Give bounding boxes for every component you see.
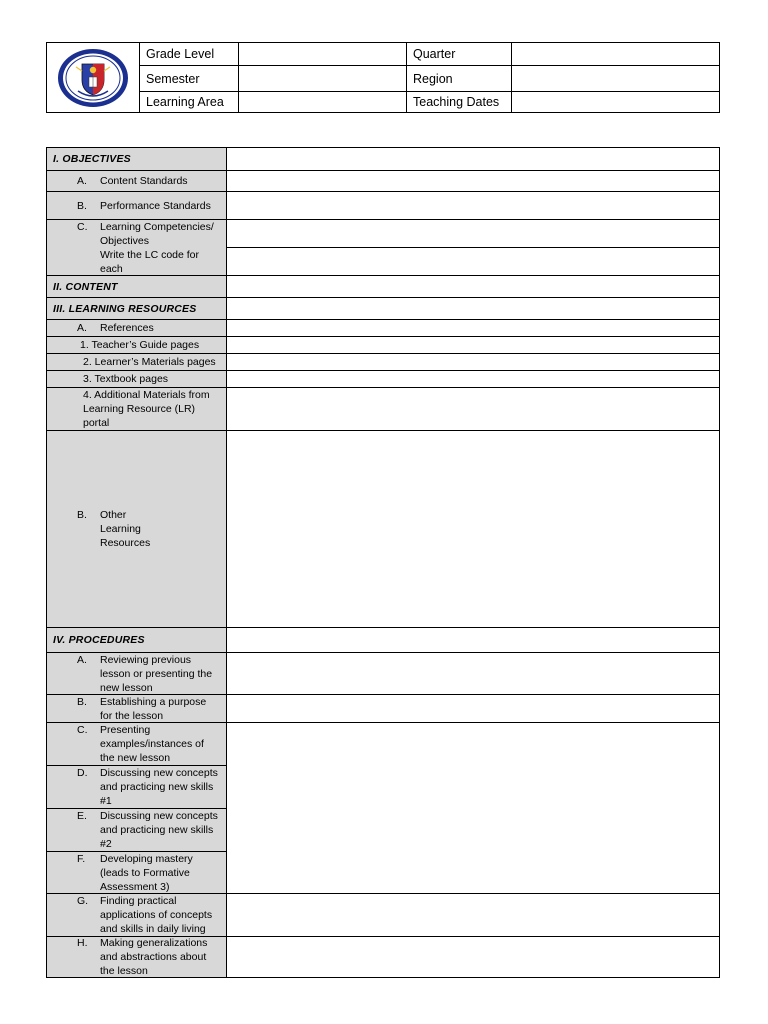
quarter-field[interactable] xyxy=(512,43,719,65)
item-label: Content Standards xyxy=(100,175,188,187)
learners-materials-row xyxy=(47,354,719,370)
textbook-pages-field[interactable] xyxy=(227,371,719,387)
item-label: Reviewing previous lesson or presenting the new lesson xyxy=(100,653,213,694)
learning-area-label: Learning Area xyxy=(146,95,224,109)
references-field[interactable] xyxy=(227,320,719,336)
content-standards-field[interactable] xyxy=(227,171,719,191)
learning-competencies-row xyxy=(47,220,719,275)
procedure-h-row xyxy=(47,937,719,977)
item-label: 3. Textbook pages xyxy=(83,373,169,385)
content-standards-row xyxy=(47,171,719,191)
item-letter: E. xyxy=(77,810,87,822)
teaching-dates-field[interactable] xyxy=(512,92,719,112)
item-label: References xyxy=(100,322,154,334)
region-field[interactable] xyxy=(512,66,719,91)
item-label: Presenting examples/instances of the new lesson xyxy=(100,724,204,764)
section-title: III. LEARNING RESOURCES xyxy=(53,302,197,315)
item-label: Finding practical applications of concepts and skills in daily living xyxy=(100,895,213,935)
item-letter: C. xyxy=(77,220,88,233)
item-label: Discussing new concepts and practicing new skills #1 xyxy=(100,767,218,807)
procedures-c-to-f-field[interactable] xyxy=(227,723,719,893)
learning-area-field[interactable] xyxy=(239,92,406,112)
additional-materials-field[interactable] xyxy=(227,388,719,430)
item-label: Developing mastery (leads to Formative Assessment 3) xyxy=(100,852,193,893)
procedure-a-field[interactable] xyxy=(227,653,719,694)
item-label: 1. Teacher’s Guide pages xyxy=(80,339,200,351)
teachers-guide-field[interactable] xyxy=(227,337,719,353)
item-label: Other Learning Resources xyxy=(100,509,151,549)
section-title: II. CONTENT xyxy=(53,280,118,293)
learning-competencies-field[interactable] xyxy=(227,220,719,247)
item-letter: A. xyxy=(77,653,87,666)
quarter-label: Quarter xyxy=(413,47,456,61)
item-letter: B. xyxy=(77,199,87,212)
content-row xyxy=(47,276,719,297)
item-label: Establishing a purpose for the lesson xyxy=(100,695,207,722)
learning-resources-row xyxy=(47,298,719,319)
procedure-h-field[interactable] xyxy=(227,937,719,977)
lc-code-note: Write the LC code for each xyxy=(100,248,200,275)
item-label: Performance Standards xyxy=(100,199,211,212)
lc-code-field[interactable] xyxy=(227,248,719,275)
section-title: IV. PROCEDURES xyxy=(53,634,145,646)
logo-cell xyxy=(47,43,140,112)
teachers-guide-row xyxy=(47,337,719,353)
item-letter: B. xyxy=(77,509,87,521)
header-table xyxy=(46,42,720,113)
item-letter: G. xyxy=(77,895,89,907)
semester-field[interactable] xyxy=(239,66,406,91)
procedure-g-row xyxy=(47,894,719,936)
procedure-a-row xyxy=(47,653,719,694)
objectives-row xyxy=(47,148,719,170)
item-label: Discussing new concepts and practicing new skills #2 xyxy=(100,810,218,850)
procedures-row xyxy=(47,628,719,652)
item-label: Learning Competencies/ Objectives xyxy=(100,220,214,247)
procedure-b-field[interactable] xyxy=(227,695,719,722)
procedure-b-row xyxy=(47,695,719,722)
references-row xyxy=(47,320,719,336)
lesson-plan-table xyxy=(46,147,720,978)
region-label: Region xyxy=(413,71,453,86)
item-label: Making generalizations and abstractions about the lesson xyxy=(100,937,208,977)
section-title: I. OBJECTIVES xyxy=(53,153,131,165)
objectives-field[interactable] xyxy=(227,148,719,170)
procedure-g-field[interactable] xyxy=(227,894,719,936)
semester-label: Semester xyxy=(146,71,200,86)
performance-standards-field[interactable] xyxy=(227,192,719,219)
procedures-field[interactable] xyxy=(227,628,719,652)
content-field[interactable] xyxy=(227,276,719,297)
teaching-dates-label: Teaching Dates xyxy=(413,95,500,109)
item-letter: A. xyxy=(77,322,87,334)
performance-standards-row xyxy=(47,192,719,219)
grade-level-field[interactable] xyxy=(239,43,406,65)
item-label: 2. Learner’s Materials pages xyxy=(83,356,216,368)
objectives-label-cell xyxy=(47,148,227,170)
item-letter: A. xyxy=(77,175,87,187)
item-letter: C. xyxy=(77,724,88,736)
additional-materials-row xyxy=(47,388,719,430)
item-letter: F. xyxy=(77,852,86,865)
learning-resources-field[interactable] xyxy=(227,298,719,319)
other-resources-field[interactable] xyxy=(227,431,719,627)
item-label: 4. Additional Materials from Learning Resource (LR) portal xyxy=(83,389,210,429)
deped-seal-icon xyxy=(56,47,130,109)
grade-level-label: Grade Level xyxy=(146,47,215,61)
other-resources-row xyxy=(47,431,719,627)
item-letter: D. xyxy=(77,767,88,779)
item-letter: B. xyxy=(77,695,87,708)
learners-materials-field[interactable] xyxy=(227,354,719,370)
item-letter: H. xyxy=(77,937,88,949)
textbook-pages-row xyxy=(47,371,719,387)
